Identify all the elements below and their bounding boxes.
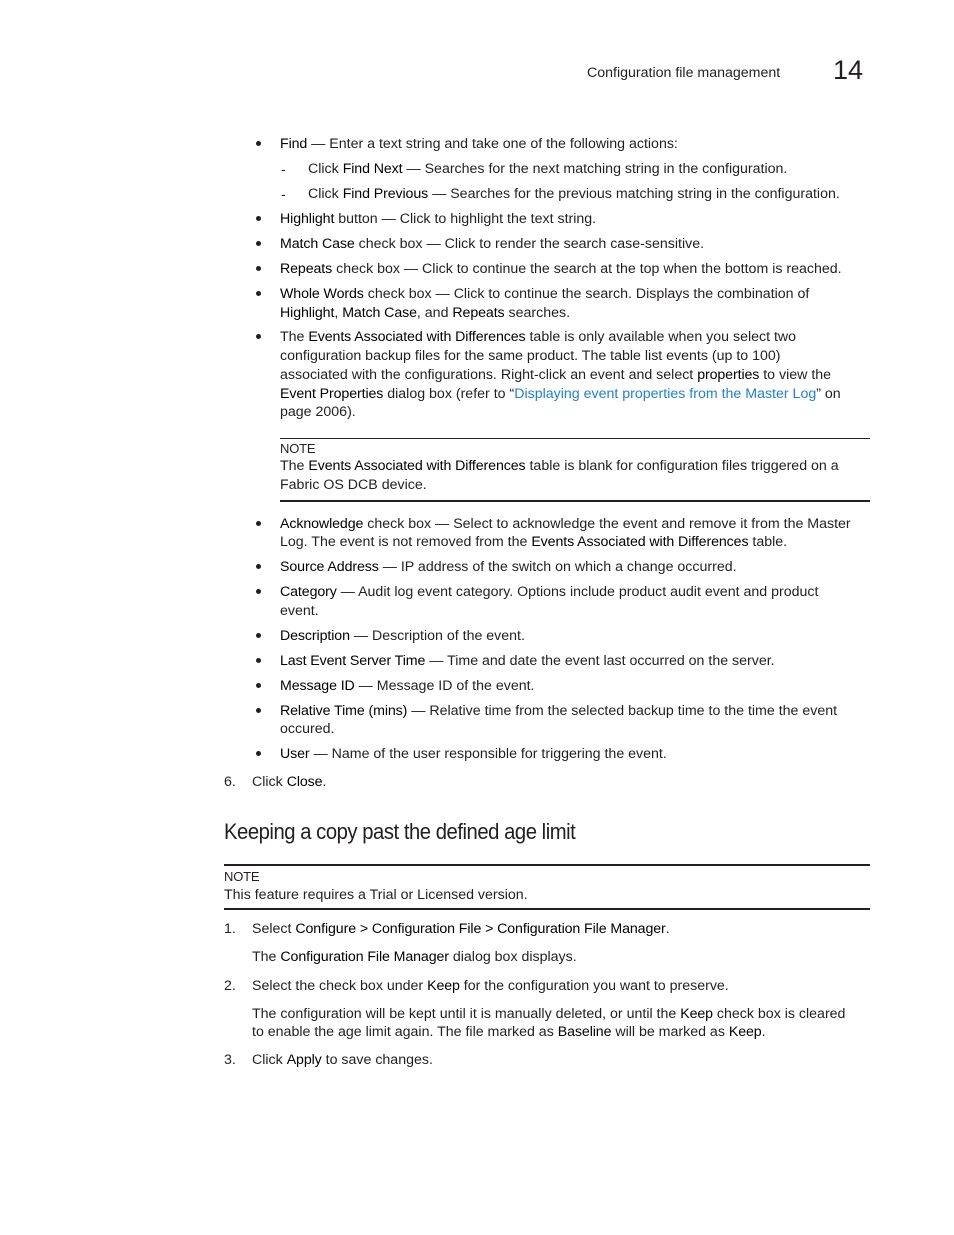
list-item-last-event: Last Event Server Time — Time and date the event last occurred on the server. <box>280 653 775 669</box>
event-properties-link[interactable]: Displaying event properties from the Master Log <box>514 386 817 402</box>
list-item-source-address: Source Address — IP address of the switch on which a change occurred. <box>280 559 737 575</box>
section-heading: Keeping a copy past the defined age limit <box>224 819 576 844</box>
step-number: 3. <box>224 1052 236 1068</box>
list-item-acknowledge-line2: Log. The event is not removed from the Events Associated with Differences table. <box>280 534 788 550</box>
step-1-result: The Configuration File Manager dialog box displays. <box>252 949 577 965</box>
running-header-title: Configuration file management <box>587 65 781 81</box>
bullet-icon <box>256 291 261 296</box>
note-text-line2: Fabric OS DCB device. <box>280 477 427 493</box>
bullet-icon <box>256 658 261 663</box>
bullet-icon <box>256 216 261 221</box>
list-item-category-line2: event. <box>280 603 319 619</box>
bullet-icon <box>256 241 261 246</box>
bullet-icon <box>256 141 261 146</box>
list-item-events: The Events Associated with Differences table is only available when you select two <box>280 329 797 345</box>
list-item-highlight: Highlight button — Click to highlight the text string. <box>280 211 597 227</box>
note-bottom-rule <box>224 908 870 910</box>
list-item-events-line2: configuration backup files for the same product. The table list events (up to 100) <box>280 348 781 364</box>
bullet-icon <box>256 589 261 594</box>
note-label: NOTE <box>224 869 260 884</box>
step-1-text: Select Configure > Configuration File > Configuration File Manager. <box>252 921 670 937</box>
list-item-relative-time-line2: occured. <box>280 721 335 737</box>
note-top-rule <box>224 864 870 866</box>
list-item-whole-words-line2: Highlight, Match Case, and Repeats searches. <box>280 305 571 321</box>
step-2-detail-line2: to enable the age limit again. The file marked as Baseline will be marked as Keep. <box>252 1024 766 1040</box>
list-item-acknowledge: Acknowledge check box — Select to acknowledge the event and remove it from the Master <box>280 516 851 532</box>
list-item-relative-time: Relative Time (mins) — Relative time from the selected backup time to the time the event <box>280 703 838 719</box>
step-2-detail: The configuration will be kept until it is manually deleted, or until the Keep check box is cleared <box>252 1006 846 1022</box>
list-item-description: Description — Description of the event. <box>280 628 525 644</box>
step-number: 6. <box>224 774 236 790</box>
bullet-icon <box>256 633 261 638</box>
list-item-find: Find — Enter a text string and take one of the following actions: <box>280 136 678 152</box>
note-bottom-rule <box>280 500 870 502</box>
bullet-icon <box>256 683 261 688</box>
list-item-events-line4: Event Properties dialog box (refer to “Displaying event properties from the Master Log” on <box>280 386 841 402</box>
bullet-icon <box>256 564 261 569</box>
step-number: 1. <box>224 921 236 937</box>
list-item-find-next: Click Find Next — Searches for the next matching string in the configuration. <box>308 161 788 177</box>
bullet-icon <box>256 521 261 526</box>
dash-icon: - <box>281 161 286 177</box>
bullet-icon <box>256 334 261 339</box>
bullet-icon <box>256 266 261 271</box>
bullet-icon <box>256 708 261 713</box>
chapter-number: 14 <box>833 55 864 85</box>
note-label: NOTE <box>280 441 316 456</box>
list-item-match-case: Match Case check box — Click to render the search case-sensitive. <box>280 236 705 252</box>
step-6-text: Click Close. <box>252 774 327 790</box>
note-text: This feature requires a Trial or Licensed version. <box>224 887 528 903</box>
list-item-whole-words: Whole Words check box — Click to continue the search. Displays the combination of <box>280 286 810 302</box>
list-item-repeats: Repeats check box — Click to continue the search at the top when the bottom is reached. <box>280 261 842 277</box>
list-item-user: User — Name of the user responsible for triggering the event. <box>280 746 667 762</box>
list-item-category: Category — Audit log event category. Options include product audit event and product <box>280 584 819 600</box>
step-3-text: Click Apply to save changes. <box>252 1052 433 1068</box>
step-number: 2. <box>224 978 236 994</box>
list-item-events-line3: associated with the configurations. Right-click an event and select properties to view the <box>280 367 832 383</box>
note-text: The Events Associated with Differences table is blank for configuration files triggered on a <box>280 458 839 474</box>
bullet-icon <box>256 751 261 756</box>
note-top-rule <box>280 438 870 439</box>
list-item-find-previous: Click Find Previous — Searches for the previous matching string in the configuration. <box>308 186 840 202</box>
list-item-message-id: Message ID — Message ID of the event. <box>280 678 535 694</box>
list-item-events-line5: page 2006). <box>280 404 356 420</box>
step-2-text: Select the check box under Keep for the configuration you want to preserve. <box>252 978 729 994</box>
dash-icon: - <box>281 186 286 202</box>
